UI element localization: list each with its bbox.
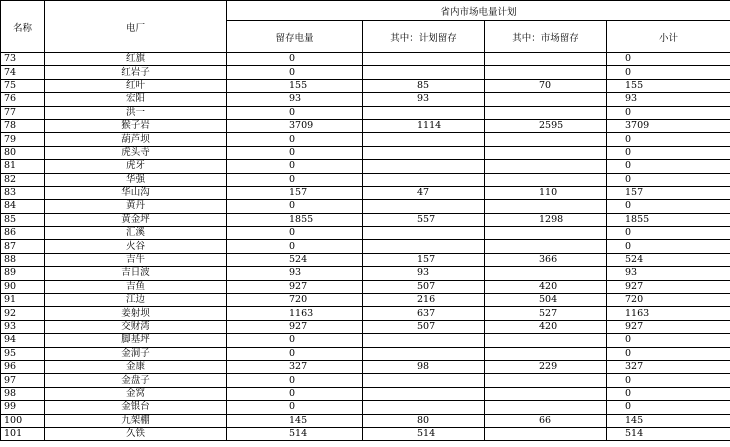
plan-retained-cell <box>363 66 485 79</box>
retained-cell: 0 <box>227 374 363 387</box>
table-row <box>1 253 730 266</box>
row-number: 80 <box>1 146 45 159</box>
plant-name: 九架棚 <box>45 414 227 427</box>
plan-retained-cell: 85 <box>363 79 485 92</box>
plan-retained-cell: 507 <box>363 320 485 333</box>
table-row <box>1 186 730 199</box>
retained-cell: 0 <box>227 240 363 253</box>
market-retained-cell: 70 <box>485 79 607 92</box>
header-plant: 电厂 <box>45 1 227 53</box>
subtotal-cell: 155 <box>607 79 730 92</box>
row-number: 78 <box>1 119 45 132</box>
subtotal-cell: 145 <box>607 414 730 427</box>
plan-retained-cell: 216 <box>363 294 485 307</box>
subtotal-cell: 0 <box>607 160 730 173</box>
table-row <box>1 427 730 440</box>
retained-cell: 720 <box>227 294 363 307</box>
plan-retained-cell <box>363 401 485 414</box>
plant-name: 吉日波 <box>45 267 227 280</box>
table-row <box>1 414 730 427</box>
subtotal-cell: 0 <box>607 334 730 347</box>
plan-retained-cell <box>363 133 485 146</box>
plan-retained-cell <box>363 227 485 240</box>
subtotal-cell: 0 <box>607 106 730 119</box>
row-number: 90 <box>1 280 45 293</box>
subtotal-cell: 0 <box>607 374 730 387</box>
plan-retained-cell <box>363 106 485 119</box>
table-row <box>1 79 730 92</box>
plant-name: 吉鱼 <box>45 280 227 293</box>
plant-name: 金窝 <box>45 387 227 400</box>
retained-cell: 0 <box>227 106 363 119</box>
market-retained-cell <box>485 106 607 119</box>
row-number: 81 <box>1 160 45 173</box>
market-retained-cell: 1298 <box>485 213 607 226</box>
table-row <box>1 146 730 159</box>
market-retained-cell <box>485 267 607 280</box>
market-retained-cell <box>485 374 607 387</box>
table-row <box>1 66 730 79</box>
row-number: 94 <box>1 334 45 347</box>
plan-retained-cell: 1114 <box>363 119 485 132</box>
table-row <box>1 93 730 106</box>
retained-cell: 0 <box>227 227 363 240</box>
subtotal-cell: 0 <box>607 53 730 66</box>
plan-retained-cell: 93 <box>363 93 485 106</box>
market-retained-cell <box>485 160 607 173</box>
plan-retained-cell <box>363 53 485 66</box>
plan-retained-cell: 98 <box>363 360 485 373</box>
table-row <box>1 267 730 280</box>
row-number: 74 <box>1 66 45 79</box>
retained-cell: 514 <box>227 427 363 440</box>
plan-retained-cell <box>363 173 485 186</box>
retained-cell: 0 <box>227 133 363 146</box>
row-number: 73 <box>1 53 45 66</box>
row-number: 82 <box>1 173 45 186</box>
row-number: 93 <box>1 320 45 333</box>
market-retained-cell <box>485 240 607 253</box>
retained-cell: 3709 <box>227 119 363 132</box>
market-retained-cell: 2595 <box>485 119 607 132</box>
market-retained-cell <box>485 347 607 360</box>
retained-cell: 0 <box>227 66 363 79</box>
table-row <box>1 387 730 400</box>
market-retained-cell: 66 <box>485 414 607 427</box>
retained-cell: 927 <box>227 320 363 333</box>
plant-name: 猴子岩 <box>45 119 227 132</box>
plant-name: 洪一 <box>45 106 227 119</box>
row-number: 86 <box>1 227 45 240</box>
row-number: 100 <box>1 414 45 427</box>
plan-retained-cell <box>363 160 485 173</box>
market-retained-cell: 229 <box>485 360 607 373</box>
subtotal-cell: 720 <box>607 294 730 307</box>
subtotal-cell: 0 <box>607 387 730 400</box>
plan-retained-cell: 514 <box>363 427 485 440</box>
plant-name: 汇溪 <box>45 227 227 240</box>
retained-cell: 93 <box>227 267 363 280</box>
market-retained-cell: 527 <box>485 307 607 320</box>
plant-name: 葫芦坝 <box>45 133 227 146</box>
subtotal-cell: 1163 <box>607 307 730 320</box>
table-row <box>1 213 730 226</box>
plan-retained-cell <box>363 200 485 213</box>
retained-cell: 927 <box>227 280 363 293</box>
table-row <box>1 200 730 213</box>
retained-cell: 0 <box>227 401 363 414</box>
subtotal-cell: 0 <box>607 66 730 79</box>
market-retained-cell <box>485 387 607 400</box>
row-number: 92 <box>1 307 45 320</box>
plan-retained-cell: 157 <box>363 253 485 266</box>
row-number: 97 <box>1 374 45 387</box>
plan-retained-cell: 637 <box>363 307 485 320</box>
plant-name: 宏阳 <box>45 93 227 106</box>
plant-name: 红叶 <box>45 79 227 92</box>
subtotal-cell: 0 <box>607 227 730 240</box>
table-row <box>1 280 730 293</box>
retained-cell: 0 <box>227 53 363 66</box>
table-row <box>1 347 730 360</box>
header-market-retained: 其中：市场留存 <box>485 21 607 53</box>
table-row <box>1 294 730 307</box>
plant-name: 吉牛 <box>45 253 227 266</box>
row-number: 83 <box>1 186 45 199</box>
plan-retained-cell <box>363 146 485 159</box>
table-row <box>1 374 730 387</box>
header-plan-retained: 其中：计划留存 <box>363 21 485 53</box>
retained-cell: 155 <box>227 79 363 92</box>
market-retained-cell: 420 <box>485 280 607 293</box>
plant-name: 黄金坪 <box>45 213 227 226</box>
plant-name: 江边 <box>45 294 227 307</box>
market-retained-cell <box>485 146 607 159</box>
table-row <box>1 160 730 173</box>
header-subtotal: 小计 <box>607 21 730 53</box>
subtotal-cell: 0 <box>607 347 730 360</box>
subtotal-cell: 524 <box>607 253 730 266</box>
row-number: 95 <box>1 347 45 360</box>
plant-name: 华山沟 <box>45 186 227 199</box>
market-retained-cell <box>485 53 607 66</box>
row-number: 91 <box>1 294 45 307</box>
subtotal-cell: 0 <box>607 133 730 146</box>
plant-name: 金康 <box>45 360 227 373</box>
row-number: 99 <box>1 401 45 414</box>
table-row <box>1 53 730 66</box>
plan-retained-cell <box>363 374 485 387</box>
table-row <box>1 320 730 333</box>
retained-cell: 0 <box>227 347 363 360</box>
subtotal-cell: 3709 <box>607 119 730 132</box>
plan-retained-cell <box>363 347 485 360</box>
subtotal-cell: 93 <box>607 267 730 280</box>
plan-retained-cell: 93 <box>363 267 485 280</box>
retained-cell: 0 <box>227 387 363 400</box>
table-row <box>1 173 730 186</box>
market-retained-cell: 110 <box>485 186 607 199</box>
row-number: 75 <box>1 79 45 92</box>
row-number: 79 <box>1 133 45 146</box>
plant-name: 金盘子 <box>45 374 227 387</box>
row-number: 76 <box>1 93 45 106</box>
market-retained-cell <box>485 173 607 186</box>
subtotal-cell: 0 <box>607 173 730 186</box>
market-retained-cell: 420 <box>485 320 607 333</box>
plan-retained-cell: 47 <box>363 186 485 199</box>
subtotal-cell: 927 <box>607 280 730 293</box>
row-number: 88 <box>1 253 45 266</box>
row-number: 89 <box>1 267 45 280</box>
table-row <box>1 106 730 119</box>
plant-name: 久铁 <box>45 427 227 440</box>
retained-cell: 1855 <box>227 213 363 226</box>
subtotal-cell: 927 <box>607 320 730 333</box>
market-retained-cell <box>485 227 607 240</box>
plant-name: 金银台 <box>45 401 227 414</box>
plan-retained-cell: 80 <box>363 414 485 427</box>
subtotal-cell: 0 <box>607 401 730 414</box>
row-number: 96 <box>1 360 45 373</box>
subtotal-cell: 0 <box>607 200 730 213</box>
plant-name: 火谷 <box>45 240 227 253</box>
table-row <box>1 401 730 414</box>
market-retained-cell <box>485 427 607 440</box>
subtotal-cell: 327 <box>607 360 730 373</box>
row-number: 77 <box>1 106 45 119</box>
plant-name: 交财湾 <box>45 320 227 333</box>
market-retained-cell <box>485 401 607 414</box>
retained-cell: 157 <box>227 186 363 199</box>
market-retained-cell <box>485 133 607 146</box>
plant-name: 虎牙 <box>45 160 227 173</box>
header-name: 名称 <box>1 1 45 53</box>
plan-retained-cell: 557 <box>363 213 485 226</box>
plan-retained-cell <box>363 240 485 253</box>
plant-name: 姜射坝 <box>45 307 227 320</box>
row-number: 87 <box>1 240 45 253</box>
subtotal-cell: 514 <box>607 427 730 440</box>
table-row <box>1 133 730 146</box>
market-retained-cell <box>485 66 607 79</box>
market-retained-cell: 366 <box>485 253 607 266</box>
retained-cell: 524 <box>227 253 363 266</box>
subtotal-cell: 1855 <box>607 213 730 226</box>
table-row <box>1 240 730 253</box>
market-retained-cell <box>485 93 607 106</box>
retained-cell: 145 <box>227 414 363 427</box>
row-number: 98 <box>1 387 45 400</box>
table-row <box>1 227 730 240</box>
market-retained-cell <box>485 200 607 213</box>
plan-retained-cell: 507 <box>363 280 485 293</box>
retained-cell: 1163 <box>227 307 363 320</box>
row-number: 84 <box>1 200 45 213</box>
row-number: 101 <box>1 427 45 440</box>
retained-cell: 327 <box>227 360 363 373</box>
plan-retained-cell <box>363 334 485 347</box>
plant-name: 金洞子 <box>45 347 227 360</box>
row-number: 85 <box>1 213 45 226</box>
retained-cell: 0 <box>227 173 363 186</box>
table-row <box>1 119 730 132</box>
plant-name: 红岩子 <box>45 66 227 79</box>
subtotal-cell: 157 <box>607 186 730 199</box>
retained-cell: 0 <box>227 200 363 213</box>
table-row <box>1 334 730 347</box>
plant-name: 脚基坪 <box>45 334 227 347</box>
plant-name: 红旗 <box>45 53 227 66</box>
subtotal-cell: 93 <box>607 93 730 106</box>
table-row <box>1 360 730 373</box>
header-group-title: 省内市场电量计划 <box>227 1 730 21</box>
retained-cell: 0 <box>227 334 363 347</box>
subtotal-cell: 0 <box>607 240 730 253</box>
retained-cell: 93 <box>227 93 363 106</box>
market-retained-cell <box>485 334 607 347</box>
subtotal-cell: 0 <box>607 146 730 159</box>
retained-cell: 0 <box>227 146 363 159</box>
retained-cell: 0 <box>227 160 363 173</box>
table-row <box>1 307 730 320</box>
plan-retained-cell <box>363 387 485 400</box>
plant-name: 黄丹 <box>45 200 227 213</box>
market-retained-cell: 504 <box>485 294 607 307</box>
header-retained: 留存电量 <box>227 21 363 53</box>
plant-name: 虎头寺 <box>45 146 227 159</box>
plant-name: 华强 <box>45 173 227 186</box>
